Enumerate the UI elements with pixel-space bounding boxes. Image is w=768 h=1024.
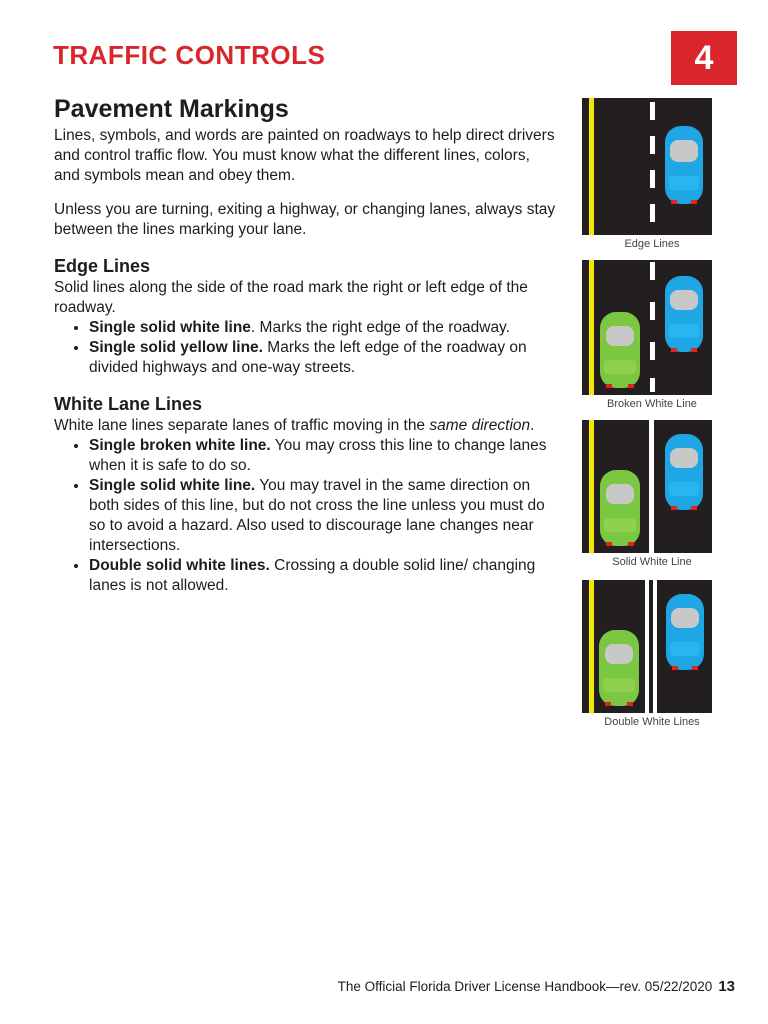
figure-edge-lines: [582, 98, 722, 250]
item-text: You may travel in the same direction on both sides of this line, but do not cross the line unless you must do so to avoid a hazard. Also used to discourage lane changes near intersections.: [89, 477, 545, 554]
item-text: . Marks the right edge of the roadway.: [250, 319, 510, 336]
solid-white-line-illustration: [582, 420, 722, 553]
list-item: [89, 318, 559, 338]
blue-car-icon: [665, 434, 703, 510]
figure-caption: Broken White Line: [607, 398, 697, 410]
chapter-number-badge: 4: [671, 31, 737, 85]
intro-paragraph-1: Lines, symbols, and words are painted on roadways to help direct drivers and control traffic flow. You must know what the different lines, colors, and symbols mean and obey them.: [54, 127, 555, 184]
blue-car-icon: [665, 276, 703, 352]
figure-caption: Solid White Line: [612, 556, 692, 568]
figure-double-white-lines: [582, 580, 722, 728]
figure-solid-white-line: [582, 420, 722, 568]
list-item: [89, 556, 559, 596]
white-lane-lines-list: [54, 436, 559, 596]
figure-caption: Double White Lines: [604, 716, 700, 728]
intro-paragraph-2: Unless you are turning, exiting a highway, or changing lanes, always stay between the lines marking your lane.: [54, 201, 556, 238]
list-item: [89, 436, 559, 476]
double-white-lines-illustration: [582, 580, 722, 713]
green-car-icon: [600, 470, 640, 546]
edge-lines-illustration: [582, 98, 722, 235]
edge-lines-list: [54, 318, 559, 378]
figure-broken-white-line: [582, 260, 722, 410]
item-text: You may cross this line to change lanes when it is safe to do so.: [89, 437, 547, 474]
blue-car-icon: [666, 594, 704, 670]
edge-lines-text: Solid lines along the side of the road mark the right or left edge of the roadway.: [54, 279, 528, 316]
item-term: Single solid white line: [89, 319, 251, 336]
footer-text: The Official Florida Driver License Handbook—rev. 05/22/2020: [337, 979, 713, 994]
figure-caption: Edge Lines: [624, 238, 680, 250]
main-content: [54, 92, 559, 596]
page-title: Pavement Markings: [54, 95, 289, 123]
broken-white-line-illustration: [582, 260, 722, 395]
page-number: 13: [718, 978, 735, 995]
item-text: Marks the left edge of the roadway on divided highways and one-way streets.: [89, 339, 527, 376]
green-car-icon: [599, 630, 639, 706]
item-term: Single broken white line.: [89, 437, 271, 454]
list-item: [89, 338, 559, 378]
list-item: [89, 476, 559, 556]
item-text: Crossing a double solid line/ changing lanes is not allowed.: [89, 557, 536, 594]
item-term: Double solid white lines.: [89, 557, 270, 574]
section-title: TRAFFIC CONTROLS: [53, 40, 326, 70]
page-footer: [338, 978, 735, 995]
item-term: Single solid white line.: [89, 477, 256, 494]
edge-lines-heading: Edge Lines: [54, 256, 151, 276]
item-term: Single solid yellow line.: [89, 339, 263, 356]
green-car-icon: [600, 312, 640, 388]
white-lane-lines-text: White lane lines separate lanes of traffic moving in the same direction.: [54, 417, 535, 434]
white-lane-lines-heading: White Lane Lines: [54, 394, 203, 414]
blue-car-icon: [665, 126, 703, 204]
